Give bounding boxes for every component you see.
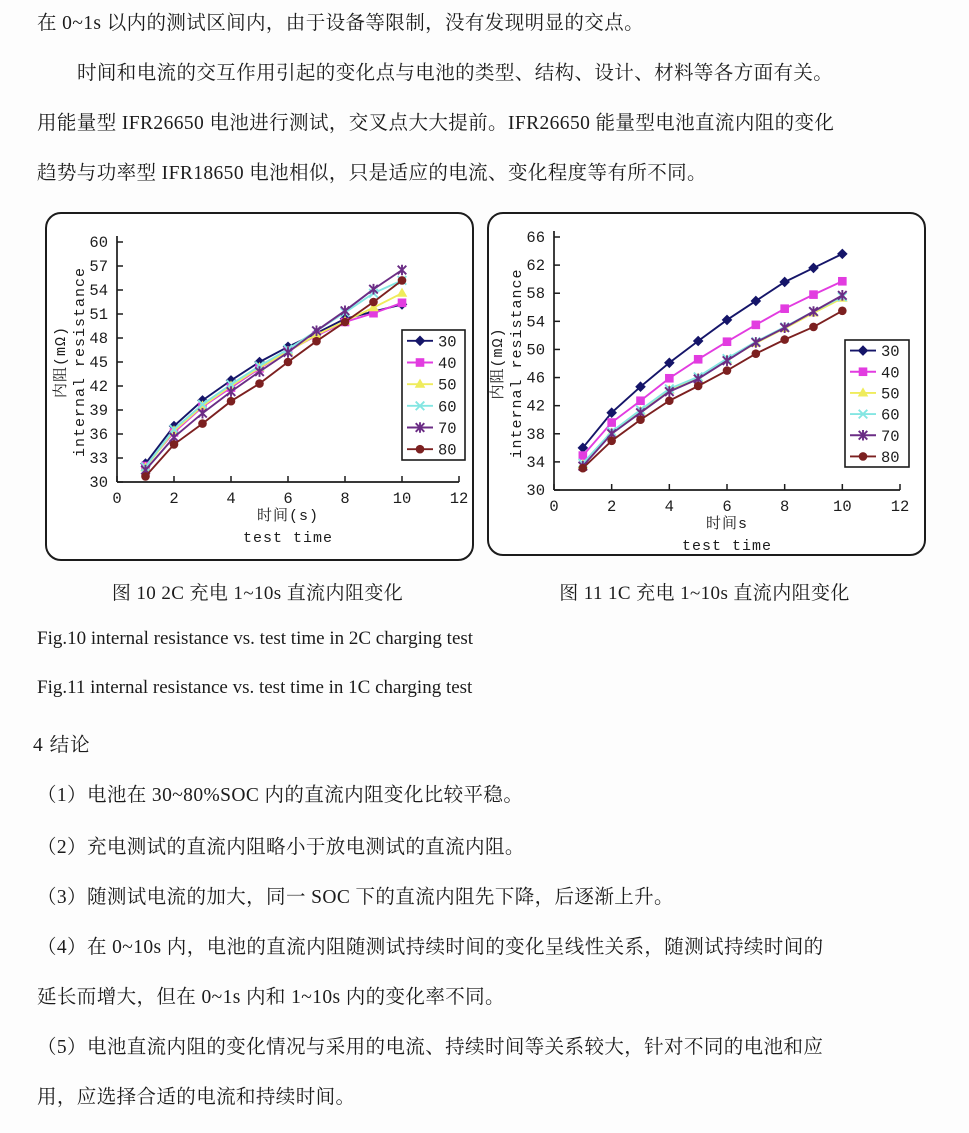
- svg-text:66: 66: [526, 229, 545, 247]
- svg-text:54: 54: [89, 282, 108, 300]
- fig10-caption-zh: 图 10 2C 充电 1~10s 直流内阻变化: [111, 583, 404, 604]
- fig10-caption-en: Fig.10 internal resistance vs. test time in 2C charging test: [37, 628, 474, 649]
- svg-text:30: 30: [438, 333, 457, 352]
- svg-text:60: 60: [881, 406, 900, 425]
- svg-text:50: 50: [526, 341, 545, 360]
- fig11-caption-zh: 图 11 1C 充电 1~10s 直流内阻变化: [559, 583, 850, 604]
- svg-text:6: 6: [722, 498, 732, 516]
- svg-text:50: 50: [881, 385, 900, 404]
- fig10-svg: [47, 214, 472, 559]
- svg-text:10: 10: [392, 490, 412, 508]
- intro-line-3: 用能量型 IFR26650 电池进行测试，交叉点大大提前。IFR26650 能量型电池直流内阻的变化: [37, 113, 835, 134]
- fig10-chart: [45, 212, 474, 561]
- svg-text:70: 70: [881, 427, 900, 446]
- svg-text:时间(s): 时间(s): [256, 508, 320, 525]
- conclusion-line-1: （1）电池在 30~80%SOC 内的直流内阻变化比较平稳。: [37, 785, 524, 806]
- svg-text:39: 39: [89, 402, 108, 420]
- svg-text:45: 45: [89, 354, 108, 372]
- svg-text:38: 38: [526, 425, 545, 444]
- svg-text:internal resistance: internal resistance: [509, 268, 526, 459]
- svg-text:4: 4: [226, 490, 236, 508]
- conclusion-line-3: （3）随测试电流的加大，同一 SOC 下的直流内阻先下降，后逐渐上升。: [37, 887, 674, 908]
- svg-text:51: 51: [89, 306, 108, 324]
- svg-text:内阻(mΩ): 内阻(mΩ): [53, 325, 70, 399]
- intro-line-4: 趋势与功率型 IFR18650 电池相似，只是适应的电流、变化程度等有所不同。: [37, 163, 707, 184]
- fig11-chart: [487, 212, 926, 556]
- intro-line-1: 在 0~1s 以内的测试区间内，由于设备等限制，没有发现明显的交点。: [37, 13, 644, 34]
- svg-text:46: 46: [526, 369, 545, 388]
- svg-text:test time: test time: [242, 530, 334, 547]
- svg-text:4: 4: [664, 498, 674, 516]
- svg-text:36: 36: [89, 426, 108, 444]
- svg-text:34: 34: [526, 453, 545, 472]
- svg-text:40: 40: [881, 364, 900, 383]
- svg-text:12: 12: [449, 490, 469, 508]
- svg-text:2: 2: [607, 498, 617, 516]
- svg-text:40: 40: [438, 355, 457, 373]
- svg-text:10: 10: [833, 498, 852, 516]
- svg-text:2: 2: [169, 490, 179, 508]
- svg-text:60: 60: [438, 398, 457, 417]
- svg-text:50: 50: [438, 376, 457, 395]
- svg-text:0: 0: [549, 498, 559, 516]
- svg-text:70: 70: [438, 420, 457, 438]
- svg-text:57: 57: [89, 258, 108, 276]
- svg-text:60: 60: [89, 234, 108, 252]
- svg-text:62: 62: [526, 257, 545, 276]
- svg-text:6: 6: [283, 490, 293, 508]
- svg-text:42: 42: [89, 378, 108, 396]
- svg-text:54: 54: [526, 313, 545, 332]
- svg-text:test time: test time: [681, 538, 773, 554]
- svg-text:8: 8: [780, 498, 790, 516]
- conclusion-heading: 4 结论: [33, 735, 91, 756]
- conclusion-line-4: （4）在 0~10s 内，电池的直流内阻随测试持续时间的变化呈线性关系，随测试持续时间的: [37, 937, 824, 958]
- svg-text:30: 30: [526, 482, 545, 500]
- svg-text:33: 33: [89, 450, 108, 468]
- conclusion-line-2: （2）充电测试的直流内阻略小于放电测试的直流内阻。: [37, 837, 525, 858]
- svg-text:42: 42: [526, 397, 545, 416]
- svg-text:30: 30: [881, 343, 900, 362]
- conclusion-line-4b: 延长而增大，但在 0~1s 内和 1~10s 内的变化率不同。: [37, 987, 505, 1008]
- svg-text:58: 58: [526, 285, 545, 304]
- svg-text:80: 80: [438, 441, 457, 460]
- fig11-svg: [489, 214, 924, 554]
- svg-text:12: 12: [890, 498, 910, 516]
- svg-text:内阻(mΩ): 内阻(mΩ): [490, 327, 507, 400]
- svg-text:30: 30: [89, 474, 108, 492]
- intro-line-2: 时间和电流的交互作用引起的变化点与电池的类型、结构、设计、材料等各方面有关。: [77, 63, 834, 84]
- conclusion-line-5: （5）电池直流内阻的变化情况与采用的电流、持续时间等关系较大，针对不同的电池和应: [37, 1037, 824, 1058]
- svg-text:8: 8: [340, 490, 350, 508]
- svg-text:0: 0: [112, 490, 122, 508]
- conclusion-line-5b: 用，应选择合适的电流和持续时间。: [37, 1087, 356, 1108]
- svg-text:80: 80: [881, 448, 900, 467]
- svg-text:internal resistance: internal resistance: [72, 266, 89, 458]
- fig11-caption-en: Fig.11 internal resistance vs. test time in 1C charging test: [37, 677, 473, 698]
- svg-text:时间s: 时间s: [705, 516, 749, 533]
- svg-text:48: 48: [89, 330, 108, 348]
